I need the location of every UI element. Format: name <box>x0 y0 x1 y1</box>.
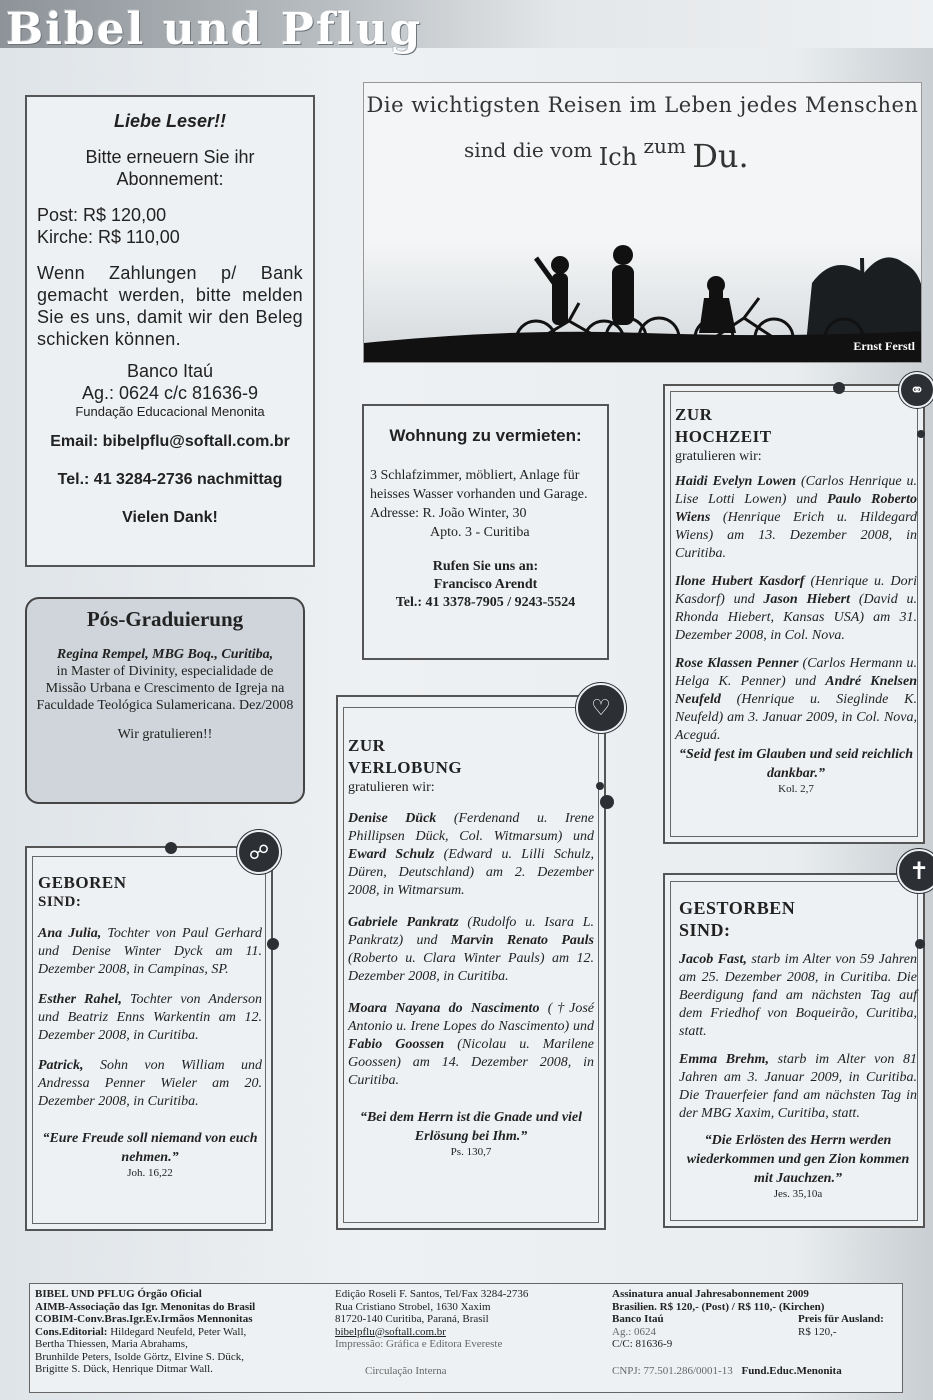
imprint-line: Brunhilde Peters, Isolde Görtz, Elvine S. Dück, <box>35 1350 244 1363</box>
engagement-heading-2: VERLOBUNG <box>348 758 463 777</box>
abroad-price <box>798 1313 884 1338</box>
cross-icon: ✝ <box>897 849 933 893</box>
imprint-line: COBIM-Conv.Bras.Igr.Ev.Irmãos Mennonitas <box>35 1313 253 1325</box>
baby-carriage-icon: ☍ <box>237 830 281 874</box>
imprint-line: Bertha Thiessen, Maria Abrahams, <box>35 1338 188 1350</box>
ornament-dot <box>833 382 845 394</box>
hearts-icon: ♡ <box>576 683 626 733</box>
imprint-line: 81720-140 Curitiba, Paraná, Brasil <box>335 1313 489 1325</box>
banner-line-1: Die wichtigsten Reisen im Leben jedes Menschen <box>366 93 919 117</box>
wedding-rings-icon: ⚭ <box>899 372 933 408</box>
abroad-price-label: Preis für Ausland: <box>798 1313 884 1325</box>
quote-banner <box>363 82 922 363</box>
contact-email: Email: bibelpflu@softall.com.br <box>50 433 290 450</box>
imprint-column-2 <box>335 1288 595 1377</box>
header-band <box>0 0 933 55</box>
deaths-quote: “Die Erlösten des Herrn werden wiederkommen und gen Zion kommen mit Jauchzen.” <box>686 1133 910 1186</box>
imprint-line: Banco Itaú <box>612 1313 664 1325</box>
births-entry-1: Ana Julia, Tochter von Paul Gerhard und Denise Winter Dyck am 11. Dezember 2008, in Campinas, SP. <box>38 926 262 977</box>
price-kirche: Kirche: R$ 110,00 <box>37 227 180 247</box>
bank-account: Ag.: 0624 c/c 81636-9 <box>81 383 259 403</box>
bank-name: Banco Itaú <box>126 361 214 381</box>
wedding-quote-ref: Kol. 2,7 <box>778 783 814 795</box>
footer-email-link[interactable]: bibelpflu@softall.com.br <box>335 1325 446 1338</box>
cnpj-number: CNPJ: 77.501.286/0001-13 <box>612 1364 733 1377</box>
births-entry-2: Esther Rahel, Tochter von Anderson und Beatriz Enns Warkentin am 12. Dezember 2008, in Curitiba. <box>38 992 262 1043</box>
engagement-announcement-box <box>336 695 611 1230</box>
imprint-column-3 <box>612 1288 900 1377</box>
deaths-announcement-box <box>663 857 930 1228</box>
ornament-dot <box>917 430 925 438</box>
ornament-dot <box>915 939 925 949</box>
subscription-greeting: Liebe Leser!! <box>113 111 227 131</box>
abroad-price-value: R$ 120,- <box>798 1325 837 1338</box>
imprint-line: Brigitte S. Dück, Henrique Ditmar Wall. <box>35 1363 213 1375</box>
deaths-quote-ref: Jes. 35,10a <box>773 1188 823 1200</box>
wedding-quote: “Seid fest im Glauben und seid reichlich dankbar.” <box>678 747 914 781</box>
cyclists-silhouette-image <box>364 243 922 363</box>
graduation-congrats: Wir gratulieren!! <box>117 727 213 742</box>
rental-title: Wohnung zu vermieten: <box>389 426 582 445</box>
footer-ids <box>612 1365 900 1378</box>
engagement-quote-ref: Ps. 130,7 <box>450 1146 492 1158</box>
imprint-line: AIMB-Associação das Igr. Menonitas do Brasil <box>35 1300 256 1313</box>
imprint-line: C/C: 81636-9 <box>612 1338 673 1350</box>
imprint-line: Brasilien. R$ 120,- (Post) / R$ 110,- (Kirchen) <box>612 1300 825 1313</box>
banner-line-2 <box>464 127 749 175</box>
pos-graduation-box <box>25 597 305 804</box>
rental-call: Rufen Sie uns an: <box>432 559 539 574</box>
imprint-line: Impressão: Gráfica e Editora Evereste <box>335 1338 503 1350</box>
wedding-heading-1: ZUR <box>675 405 713 424</box>
imprint-line: Circulação Interna <box>365 1364 447 1377</box>
births-announcement-box <box>25 840 273 1231</box>
rental-phones: Tel.: 41 3378-7905 / 9243-5524 <box>395 595 576 610</box>
rental-contact: Francisco Arendt <box>433 577 538 592</box>
ornament-dot <box>596 782 604 790</box>
pos-graduation-title: Pós-Graduierung <box>86 607 244 631</box>
engagement-entry-1: Denise Dück (Ferdenand u. Irene Phillipsen Dück, Col. Witmarsum) und Eward Schulz (Edward u. Lilli Schulz, Düren, Deutschland) am 2. Dezember 2008, in Witmarsum. <box>348 811 594 898</box>
imprint-line: Cons.Editorial: Hildegard Neufeld, Peter Wall, <box>35 1325 247 1338</box>
publication-title: Bibel und Pflug <box>6 4 423 55</box>
imprint-line: Rua Cristiano Strobel, 1630 Xaxim <box>335 1300 491 1313</box>
rental-description: 3 Schlafzimmer, möbliert, Anlage für heisses Wasser vorhanden und Garage. <box>370 468 588 502</box>
rental-address-2: Apto. 3 - Curitiba <box>430 525 530 540</box>
births-quote-ref: Joh. 16,22 <box>127 1167 173 1179</box>
engagement-entry-2: Gabriele Pankratz (Rudolfo u. Isara L. Pankratz) und Marvin Renato Pauls (Roberto u. Clara Winter Pauls) am 12. Dezember 2008, in Curitiba. <box>348 915 595 984</box>
births-heading-1: GEBOREN <box>38 873 127 892</box>
contact-phone: Tel.: 41 3284-2736 nachmittag <box>57 471 283 488</box>
deaths-heading-1: GESTORBEN <box>679 898 796 918</box>
foundation-short: Fund.Educ.Menonita <box>741 1364 842 1377</box>
apartment-rental-box <box>362 404 609 660</box>
imprint-line: BIBEL UND PFLUG Órgão Oficial <box>35 1288 202 1300</box>
imprint-line: Ag.: 0624 <box>612 1325 656 1338</box>
wedding-entry-3: Rose Klassen Penner (Carlos Hermann u. Helga K. Penner) und André Knelsen Neufeld (Henrique u. Sieglinde K. Neufeld) am 3. Januar 2009, in Col. Nova, Aceguá. <box>675 656 917 743</box>
ornament-dot <box>165 842 177 854</box>
imprint-line: Edição Roseli F. Santos, Tel/Fax 3284-2736 <box>335 1288 529 1300</box>
wedding-sub: gratulieren wir: <box>675 449 762 464</box>
thanks-text: Vielen Dank! <box>122 509 218 526</box>
wedding-announcement-box <box>663 379 925 844</box>
rental-address-1: Adresse: R. João Winter, 30 <box>370 506 527 521</box>
deaths-heading-2: SIND: <box>679 920 731 940</box>
banner-line-2c: zum <box>643 134 686 158</box>
wedding-entry-1: Haidi Evelyn Lowen (Carlos Henrique u. Lise Lotti Lowen) und Paulo Roberto Wiens (Henrique Erich u. Hildegard Wiens) am 13. Dezember 2008, in Curitiba. <box>675 474 918 561</box>
ornament-dot <box>267 938 279 950</box>
imprint-column-1 <box>35 1288 325 1376</box>
births-heading-2: SIND: <box>38 894 82 910</box>
banner-author: Ernst Ferstl <box>853 339 915 353</box>
subscription-box <box>25 95 315 567</box>
engagement-entry-3: Moara Nayana do Nascimento (†José Antonio u. Irene Lopes do Nascimento) und Fabio Goossen (Nicolau u. Marilene Goossen) am 14. Dezember 2008, in Curitiba. <box>348 1001 595 1088</box>
price-post: Post: R$ 120,00 <box>37 205 167 225</box>
wedding-heading-2: HOCHZEIT <box>675 427 772 446</box>
banner-line-2b: Ich <box>598 143 638 171</box>
bank-note: Wenn Zahlungen p/ Bank gemacht werden, bitte melden Sie es uns, damit wir den Beleg schicken können. <box>37 263 303 349</box>
engagement-sub: gratulieren wir: <box>348 780 435 795</box>
graduate-name: Regina Rempel, MBG Boq., Curitiba, <box>56 647 274 662</box>
ornament-dot <box>600 795 614 809</box>
subscription-renew-text: Bitte erneuern Sie ihr Abonnement: <box>85 147 255 189</box>
deaths-entry-1: Jacob Fast, starb im Alter von 59 Jahren am 25. Dezember 2008, in Curitiba. Die Beerdigung fand am nächsten Tag auf dem Friedhof von Boqueirão, Curitiba, statt. <box>679 952 917 1039</box>
births-quote: “Eure Freude soll niemand von euch nehmen.” <box>42 1131 258 1165</box>
imprint-line: Assinatura anual Jahresabonnement 2009 <box>612 1288 809 1300</box>
wedding-entry-2: Ilone Hubert Kasdorf (Henrique u. Dori Kasdorf) und Jason Hiebert (David u. Rhonda Hiebert, Kansas USA) am 31. Dezember 2008, in Col. Nova. <box>675 574 917 643</box>
births-entry-3: Patrick, Sohn von William und Andressa Penner Wieler am 20. Dezember 2008, in Curitiba. <box>38 1058 262 1109</box>
engagement-quote: “Bei dem Herrn ist die Gnade und viel Erlösung bei Ihm.” <box>359 1110 583 1144</box>
engagement-heading-1: ZUR <box>348 736 386 755</box>
banner-line-2a: sind die vom <box>464 138 593 162</box>
deaths-entry-2: Emma Brehm, starb im Alter von 81 Jahren am 3. Januar 2009, in Curitiba. Die Trauerfeier fand am nächsten Tag in der MBG Xaxim, Curitiba, statt. <box>679 1052 918 1121</box>
graduation-text: in Master of Divinity, especialidade de Missão Urbana e Crescimento de Igreja na Faculdade Teológica Sulamericana. Dez/2008 <box>36 664 294 713</box>
foundation-name: Fundação Educacional Menonita <box>75 404 265 419</box>
banner-line-2d: Du. <box>692 137 749 175</box>
imprint-footer <box>29 1283 903 1393</box>
